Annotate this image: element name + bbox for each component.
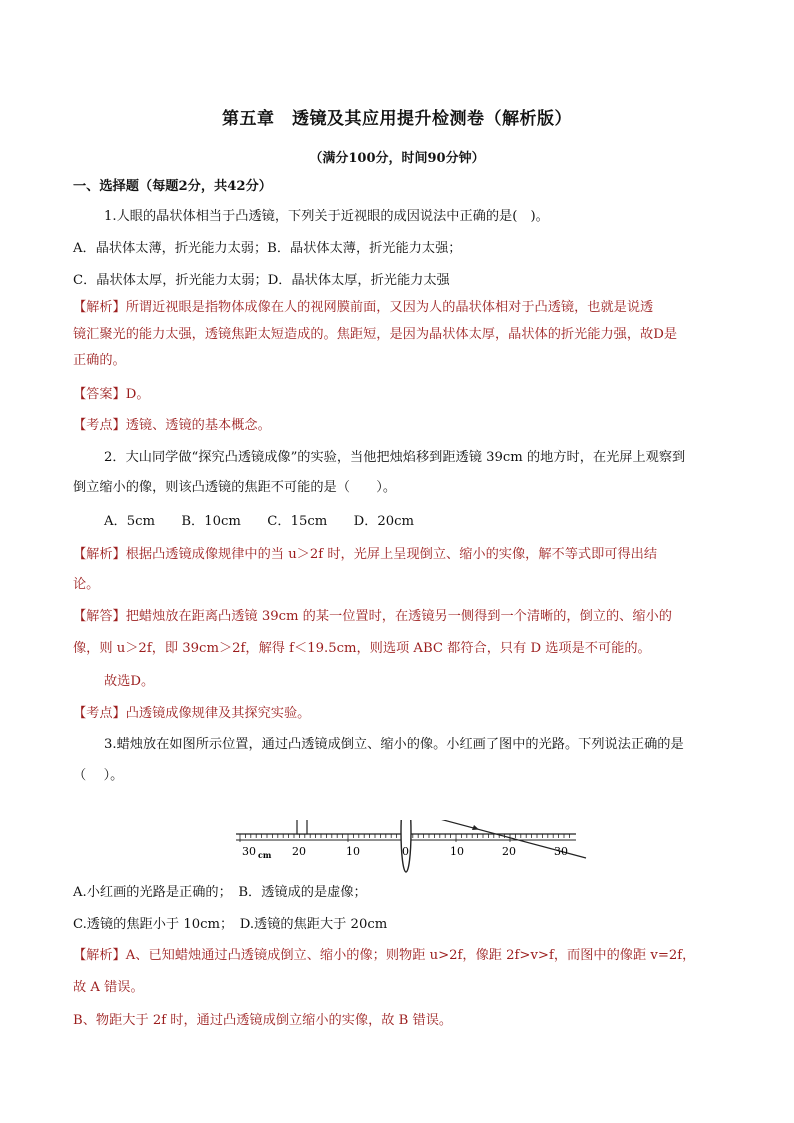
- q2-point-line: [73, 705, 733, 723]
- tick-label-20-right: 20: [502, 845, 516, 858]
- candle-body: [297, 820, 307, 834]
- q3-analysis-tag: 【解析】: [73, 948, 126, 963]
- page-subtitle: （满分100分，时间90分钟）: [309, 151, 485, 166]
- q2-options: A．5cm B．10cm C．15cm D．20cm: [104, 514, 415, 529]
- tick-label-10-right: 10: [450, 845, 464, 858]
- q2-point-text: 凸透镜成像规律及其探究实验。: [125, 706, 311, 721]
- q3-analysis-line2: 故 A 错误。: [73, 980, 144, 995]
- q2-choose: 故选D。: [104, 674, 155, 689]
- q1-analysis-line3: 正确的。: [73, 353, 126, 368]
- q3-analysis-line3: B、物距大于 2f 时，通过凸透镜成倒立缩小的实像，故 B 错误。: [73, 1013, 453, 1028]
- q1-stem: 1.人眼的晶状体相当于凸透镜，下列关于近视眼的成因说法中正确的是( )。: [104, 209, 549, 224]
- q1-analysis-tag: 【解析】: [73, 300, 126, 315]
- q1-analysis-text1: 所谓近视眼是指物体成像在人的视网膜前面，又因为人的晶状体相对于凸透镜，也就是说透: [125, 300, 654, 315]
- q2-solve-text1: 把蜡烛放在距离凸透镜 39cm 的某一位置时，在透镜另一侧得到一个清晰的，倒立的、缩小的: [125, 609, 672, 624]
- q3-options-line2: C.透镜的焦距小于 10cm； D.透镜的焦距大于 20cm: [73, 917, 388, 932]
- q2-stem-line1: 2．大山同学做“探究凸透镜成像”的实验，当他把烛焰移到距透镜 39cm 的地方时，在光屏上观察到: [104, 450, 686, 465]
- q3-stem-line1: 3.蜡烛放在如图所示位置，通过凸透镜成倒立、缩小的像。小红画了图中的光路。下列说法正确的是: [104, 737, 684, 752]
- q2-analysis-line2: 论。: [73, 577, 100, 592]
- q3-analysis-line1: [73, 947, 733, 965]
- tick-label-10-left: 10: [346, 845, 360, 858]
- tick-label-30-left: 30: [242, 845, 256, 858]
- q2-analysis-tag: 【解析】: [73, 547, 126, 562]
- page-title: 第五章 透镜及其应用提升检测卷（解析版）: [222, 109, 572, 129]
- q2-analysis-line1: [73, 546, 733, 564]
- optical-bench-figure: [234, 820, 594, 880]
- q3-stem-line2: （ ）。: [73, 768, 124, 783]
- section-heading: 一、选择题（每题2分，共42分）: [73, 179, 272, 194]
- q2-stem-line2: 倒立缩小的像，则该凸透镜的焦距不可能的是（ ）。: [73, 480, 397, 495]
- q2-solve-line1: [73, 608, 733, 626]
- tick-label-20-left: 20: [292, 845, 306, 858]
- q2-solve-line2: 像，则 u＞2f，即 39cm＞2f，解得 f＜19.5cm，则选项 ABC 都符合，只有 D 选项是不可能的。: [73, 641, 651, 656]
- q1-answer-line: [73, 386, 733, 404]
- q3-analysis-text1: A、已知蜡烛通过凸透镜成倒立、缩小的像；则物距 u>2f，像距 2f>v>f，而图中的像距 v=2f，: [125, 948, 696, 963]
- q1-point-line: [73, 417, 733, 435]
- q1-answer-text: D。: [125, 387, 150, 402]
- q1-point-tag: 【考点】: [73, 418, 126, 433]
- q2-solve-tag: 【解答】: [73, 609, 126, 624]
- q1-options-line2: C．晶状体太厚，折光能力太弱；D．晶状体太厚，折光能力太强: [73, 273, 450, 288]
- q1-point-text: 透镜、透镜的基本概念。: [125, 418, 271, 433]
- tick-label-30-right: 30: [554, 845, 568, 858]
- q1-answer-tag: 【答案】: [73, 387, 126, 402]
- q3-options-line1: A.小红画的光路是正确的； B．透镜成的是虚像；: [73, 885, 367, 900]
- q1-options-line1: A．晶状体太薄，折光能力太弱；B．晶状体太薄，折光能力太强；: [73, 241, 462, 256]
- q2-point-tag: 【考点】: [73, 706, 126, 721]
- q1-analysis-line2: 镜汇聚光的能力太强，透镜焦距太短造成的。焦距短，是因为晶状体太厚，晶状体的折光能力强，故D是: [73, 327, 678, 342]
- q2-analysis-text1: 根据凸透镜成像规律中的当 u＞2f 时，光屏上呈现倒立、缩小的实像，解不等式即可得出结: [125, 547, 658, 562]
- q1-analysis-line1: [73, 299, 733, 317]
- ray-arrow-2: [472, 825, 479, 830]
- tick-label-cm: cm: [258, 850, 272, 860]
- tick-label-0: 0: [402, 845, 409, 858]
